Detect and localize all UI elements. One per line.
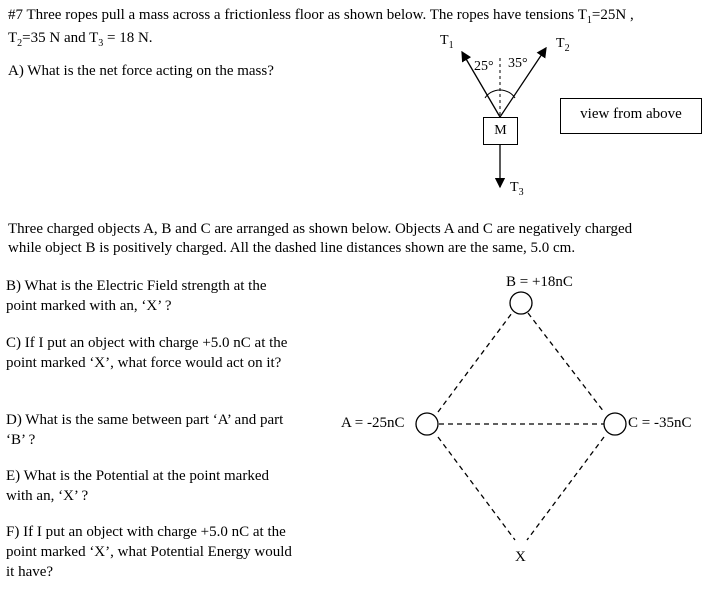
view-label-box [560,98,702,134]
charges-intro-line-1: Three charged objects A, B and C are arranged as shown below. Objects A and C are negatively charged [8,221,633,237]
charge-b-label: B = +18nC [506,274,573,290]
charges-intro-line-2: while object B is positively charged. All the dashed line distances shown are the same, 5.0 cm. [8,240,576,256]
charge-c-circle [604,413,626,435]
angle-left-label: 25° [474,59,494,74]
point-x-label: X [515,549,526,565]
question-e: E) What is the Potential at the point marked with an, ‘X’ ? [6,468,269,504]
question-b: B) What is the Electric Field strength at the point marked with an, ‘X’ ? [6,278,267,314]
charge-a-label: A = -25nC [341,415,405,431]
view-label: view from above [580,106,682,122]
mass-box [483,117,518,145]
t3-label: $T_3$ [510,180,524,198]
problem-header-line-2: $T_2=35$ N and $T_3 = 18$ N. [8,30,153,49]
question-d: D) What is the same between part ‘A’ and part ‘B’ ? [6,412,284,448]
question-a: A) What is the net force acting on the mass? [8,63,274,79]
dash-line-c-x [527,437,604,540]
dash-line-a-x [438,437,515,540]
charge-a-circle [416,413,438,435]
angle-right-label: 35° [508,56,528,71]
problem-header-line-1: #7 Three ropes pull a mass across a frictionless floor as shown below. The ropes have tensions $T_1=25N$ , [8,7,634,26]
t2-label: $T_2$ [556,36,570,54]
question-c: C) If I put an object with charge +5.0 nC at the point marked ‘X’, what force would act on it? [6,335,288,371]
charge-b-circle [510,292,532,314]
t1-label: $T_1$ [440,33,454,51]
charge-c-label: C = -35nC [628,415,692,431]
mass-label: M [494,123,507,138]
dash-line-b-c [528,313,604,412]
question-f: F) If I put an object with charge +5.0 nC at the point marked ‘X’, what Potential Energy would it have? [6,524,292,580]
dash-line-a-b [438,313,512,412]
